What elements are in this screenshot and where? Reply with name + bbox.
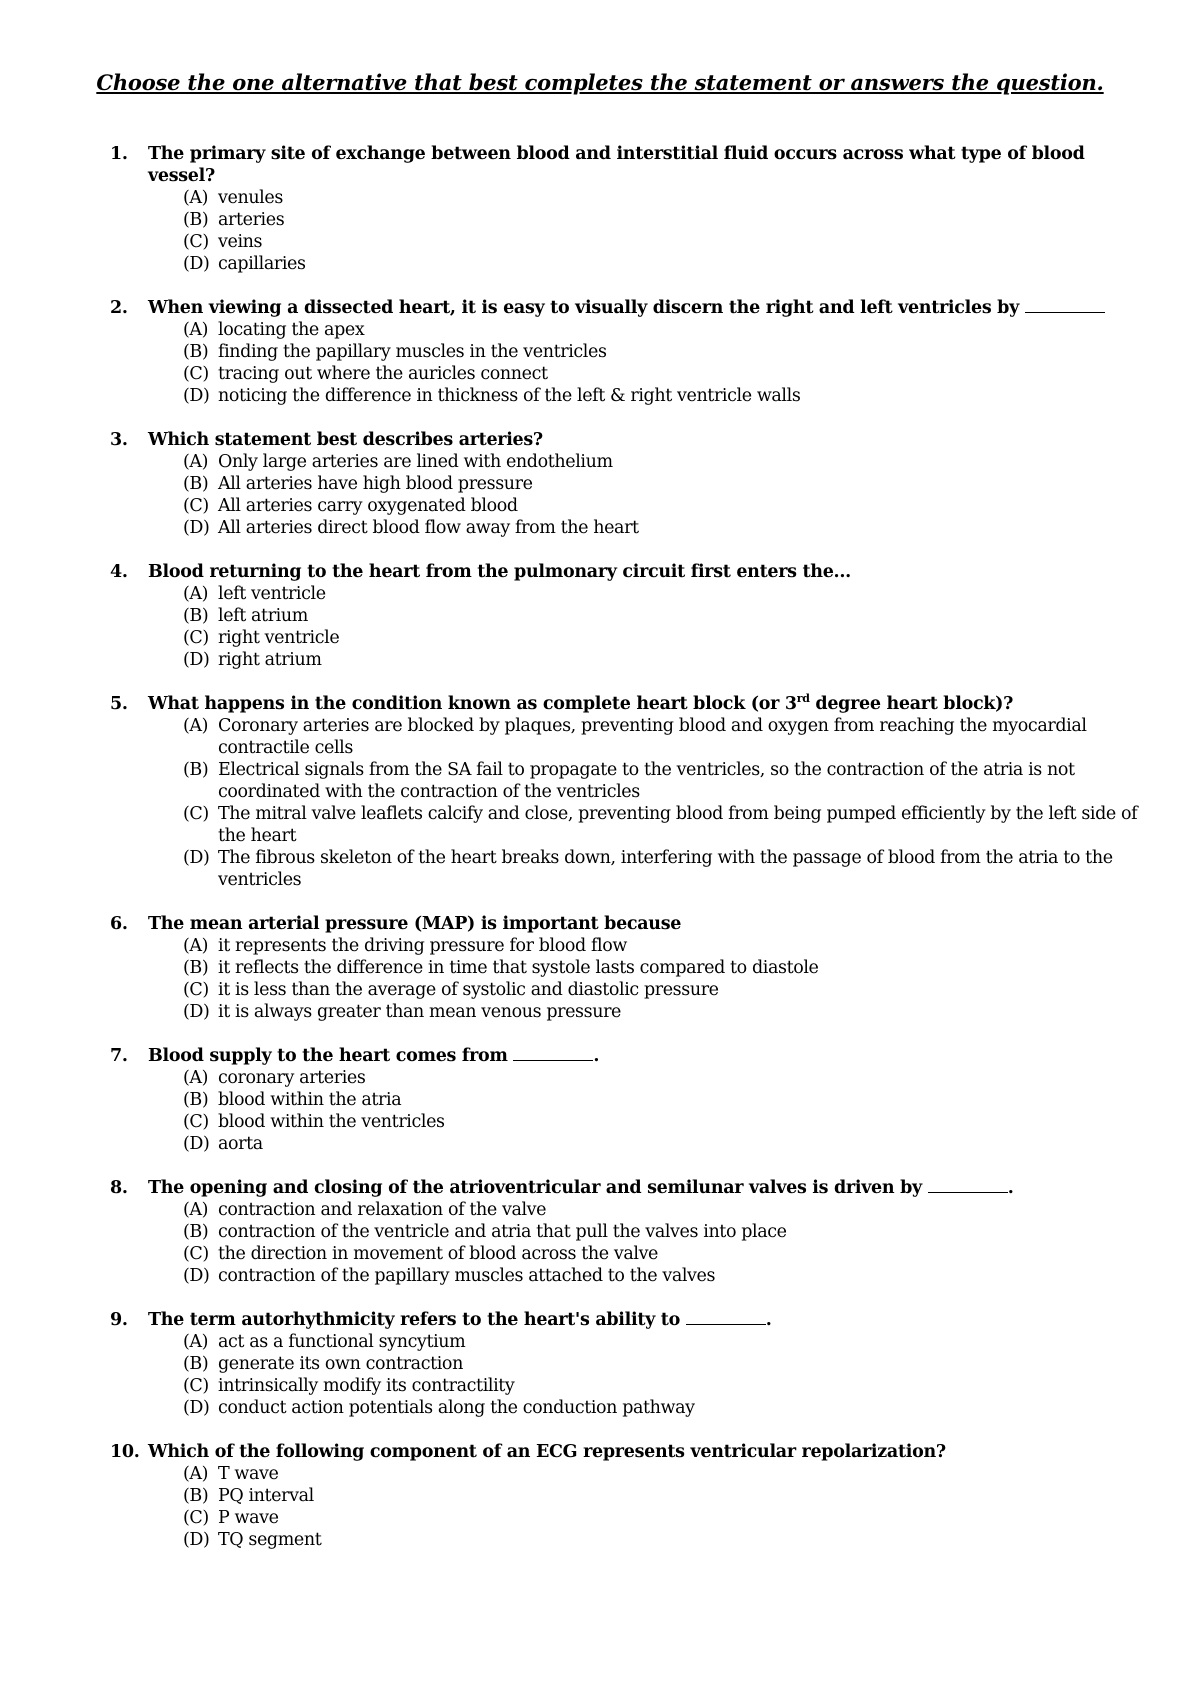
- option-c: [183, 1243, 1140, 1265]
- page-title: Choose the one alternative that best completes the statement or answers the question.: [96, 70, 1104, 95]
- option-text: locating the apex: [218, 320, 365, 340]
- option-list: [183, 1067, 1140, 1155]
- question-text: When viewing a dissected heart, it is easy to visually discern the right and left ventricles by: [148, 298, 1019, 318]
- option-label: (D): [183, 254, 210, 274]
- question-10: [110, 1441, 1140, 1551]
- option-list: [183, 1331, 1140, 1419]
- answer-blank: [1025, 298, 1105, 313]
- option-c: [183, 231, 1140, 253]
- option-label: (B): [183, 1090, 209, 1110]
- ordinal-superscript: rd: [796, 692, 810, 706]
- question-number: 4.: [110, 562, 128, 582]
- question-number: 1.: [110, 144, 128, 164]
- option-d: [183, 1529, 1140, 1551]
- option-text: left atrium: [218, 606, 308, 626]
- option-b: [183, 341, 1140, 363]
- option-label: (A): [183, 1068, 209, 1088]
- option-list: [183, 1463, 1140, 1551]
- question-5: [110, 693, 1140, 891]
- question-4: [110, 561, 1140, 671]
- option-a: [183, 451, 1140, 473]
- option-text: Electrical signals from the SA fail to propagate to the ventricles, so the contraction of the atria is not coordinated with the contraction of the ventricles: [218, 760, 1075, 802]
- option-label: (A): [183, 716, 209, 736]
- option-list: [183, 935, 1140, 1023]
- option-text: it is always greater than mean venous pressure: [218, 1002, 622, 1022]
- option-text: capillaries: [218, 254, 306, 274]
- option-text: it represents the driving pressure for blood flow: [218, 936, 627, 956]
- question-text: The primary site of exchange between blood and interstitial fluid occurs across what type of blood vessel?: [148, 144, 1085, 186]
- option-label: (C): [183, 496, 209, 516]
- question-stem: [110, 913, 1140, 935]
- option-label: (B): [183, 1354, 209, 1374]
- option-label: (B): [183, 1486, 209, 1506]
- option-text: coronary arteries: [218, 1068, 366, 1088]
- question-9: [110, 1309, 1140, 1419]
- option-text: PQ interval: [218, 1486, 314, 1506]
- option-b: [183, 473, 1140, 495]
- option-list: [183, 319, 1140, 407]
- question-number: 10.: [110, 1442, 140, 1462]
- option-label: (A): [183, 452, 209, 472]
- option-text: aorta: [218, 1134, 263, 1154]
- option-b: [183, 759, 1140, 803]
- option-c: [183, 1111, 1140, 1133]
- option-label: (A): [183, 1464, 209, 1484]
- option-a: [183, 935, 1140, 957]
- option-a: [183, 715, 1140, 759]
- option-text: act as a functional syncytium: [218, 1332, 466, 1352]
- question-text-wrap: Blood supply to the heart comes from .: [148, 1046, 600, 1066]
- option-text: contraction and relaxation of the valve: [218, 1200, 547, 1220]
- option-a: [183, 1463, 1140, 1485]
- option-label: (D): [183, 1002, 210, 1022]
- option-text: Only large arteries are lined with endothelium: [218, 452, 613, 472]
- option-text: right atrium: [218, 650, 322, 670]
- option-text: arteries: [218, 210, 285, 230]
- question-1: [110, 143, 1140, 275]
- question-list: [110, 143, 1140, 1573]
- option-a: [183, 1331, 1140, 1353]
- option-c: [183, 627, 1140, 649]
- option-b: [183, 957, 1140, 979]
- option-d: [183, 1397, 1140, 1419]
- option-text: The fibrous skeleton of the heart breaks down, interfering with the passage of blood from the atria to the ventricles: [218, 848, 1113, 890]
- option-text: Coronary arteries are blocked by plaques, preventing blood and oxygen from reaching the myocardial contractile cells: [218, 716, 1087, 758]
- option-label: (A): [183, 1332, 209, 1352]
- option-text: contraction of the ventricle and atria that pull the valves into place: [218, 1222, 787, 1242]
- question-stem: [110, 1309, 1140, 1331]
- option-text: All arteries direct blood flow away from the heart: [218, 518, 639, 538]
- option-text: All arteries have high blood pressure: [218, 474, 533, 494]
- question-text-wrap: [148, 693, 1140, 715]
- option-text: blood within the ventricles: [218, 1112, 445, 1132]
- option-b: [183, 1221, 1140, 1243]
- answer-blank: [513, 1046, 593, 1061]
- question-8: [110, 1177, 1140, 1287]
- option-text: TQ segment: [218, 1530, 322, 1550]
- option-c: [183, 979, 1140, 1001]
- option-label: (B): [183, 342, 209, 362]
- option-label: (B): [183, 474, 209, 494]
- option-list: [183, 187, 1140, 275]
- option-c: [183, 1507, 1140, 1529]
- question-number: 3.: [110, 430, 128, 450]
- option-label: (C): [183, 1244, 209, 1264]
- option-c: [183, 803, 1140, 847]
- option-text: All arteries carry oxygenated blood: [218, 496, 518, 516]
- option-a: [183, 1199, 1140, 1221]
- option-label: (B): [183, 606, 209, 626]
- option-b: [183, 1089, 1140, 1111]
- question-text-wrap: The term autorhythmicity refers to the heart's ability to .: [148, 1310, 772, 1330]
- question-number: 9.: [110, 1310, 128, 1330]
- question-text: What happens in the condition known as complete heart block (or 3: [148, 694, 797, 714]
- option-label: (D): [183, 650, 210, 670]
- option-d: [183, 1001, 1140, 1023]
- option-label: (B): [183, 958, 209, 978]
- option-label: (A): [183, 188, 209, 208]
- question-number: 5.: [110, 694, 128, 714]
- option-text: P wave: [218, 1508, 279, 1528]
- option-text: blood within the atria: [218, 1090, 402, 1110]
- question-stem: [110, 693, 1140, 715]
- option-text: generate its own contraction: [218, 1354, 463, 1374]
- option-text: conduct action potentials along the conduction pathway: [218, 1398, 695, 1418]
- option-text: contraction of the papillary muscles attached to the valves: [218, 1266, 716, 1286]
- option-text: veins: [218, 232, 263, 252]
- option-a: [183, 319, 1140, 341]
- question-number: 8.: [110, 1178, 128, 1198]
- option-c: [183, 495, 1140, 517]
- option-d: [183, 847, 1140, 891]
- option-b: [183, 209, 1140, 231]
- question-stem: [110, 1177, 1140, 1199]
- option-d: [183, 1133, 1140, 1155]
- question-stem: [110, 1045, 1140, 1067]
- option-label: (C): [183, 628, 209, 648]
- question-stem: [110, 297, 1140, 319]
- option-label: (C): [183, 804, 209, 824]
- option-b: [183, 1353, 1140, 1375]
- option-d: [183, 1265, 1140, 1287]
- option-label: (B): [183, 210, 209, 230]
- option-text: it reflects the difference in time that systole lasts compared to diastole: [218, 958, 819, 978]
- question-number: 2.: [110, 298, 128, 318]
- option-text: T wave: [218, 1464, 279, 1484]
- option-label: (A): [183, 1200, 209, 1220]
- question-text: Blood returning to the heart from the pulmonary circuit first enters the...: [148, 562, 851, 582]
- option-text: right ventricle: [218, 628, 340, 648]
- question-7: [110, 1045, 1140, 1155]
- option-label: (A): [183, 584, 209, 604]
- option-label: (C): [183, 232, 209, 252]
- option-c: [183, 363, 1140, 385]
- option-label: (A): [183, 320, 209, 340]
- option-list: [183, 1199, 1140, 1287]
- option-a: [183, 583, 1140, 605]
- option-label: (A): [183, 936, 209, 956]
- option-label: (D): [183, 1266, 210, 1286]
- question-stem: [110, 1441, 1140, 1463]
- option-text: tracing out where the auricles connect: [218, 364, 548, 384]
- question-stem: [110, 561, 1140, 583]
- answer-blank: [928, 1178, 1008, 1193]
- option-text: it is less than the average of systolic and diastolic pressure: [218, 980, 719, 1000]
- option-label: (D): [183, 518, 210, 538]
- option-text: finding the papillary muscles in the ventricles: [218, 342, 607, 362]
- question-number: 6.: [110, 914, 128, 934]
- option-d: [183, 649, 1140, 671]
- question-text-wrap: The opening and closing of the atrioventricular and semilunar valves is driven by .: [148, 1178, 1014, 1198]
- question-text: The mean arterial pressure (MAP) is important because: [148, 914, 682, 934]
- option-a: [183, 187, 1140, 209]
- question-text: Which of the following component of an ECG represents ventricular repolarization?: [148, 1442, 946, 1462]
- question-6: [110, 913, 1140, 1023]
- option-label: (C): [183, 364, 209, 384]
- option-label: (D): [183, 1134, 210, 1154]
- option-label: (C): [183, 1112, 209, 1132]
- option-text: left ventricle: [218, 584, 326, 604]
- option-c: [183, 1375, 1140, 1397]
- option-text: noticing the difference in thickness of the left & right ventricle walls: [218, 386, 801, 406]
- option-label: (C): [183, 1376, 209, 1396]
- option-label: (C): [183, 1508, 209, 1528]
- option-list: [183, 715, 1140, 891]
- question-3: [110, 429, 1140, 539]
- option-text: venules: [218, 188, 283, 208]
- option-label: (D): [183, 386, 210, 406]
- question-text: Blood supply to the heart comes from: [148, 1046, 508, 1066]
- option-d: [183, 385, 1140, 407]
- option-label: (B): [183, 760, 209, 780]
- option-label: (B): [183, 1222, 209, 1242]
- option-label: (C): [183, 980, 209, 1000]
- option-a: [183, 1067, 1140, 1089]
- answer-blank: [686, 1310, 766, 1325]
- option-label: (D): [183, 1530, 210, 1550]
- option-b: [183, 605, 1140, 627]
- question-number: 7.: [110, 1046, 128, 1066]
- option-label: (D): [183, 848, 210, 868]
- question-text: The term autorhythmicity refers to the heart's ability to: [148, 1310, 680, 1330]
- option-list: [183, 583, 1140, 671]
- option-list: [183, 451, 1140, 539]
- option-text: The mitral valve leaflets calcify and close, preventing blood from being pumped efficiently by the left side of the heart: [218, 804, 1138, 846]
- question-text-wrap: [148, 297, 1140, 319]
- option-text: intrinsically modify its contractility: [218, 1376, 515, 1396]
- option-b: [183, 1485, 1140, 1507]
- question-text: The opening and closing of the atrioventricular and semilunar valves is driven by: [148, 1178, 922, 1198]
- option-d: [183, 253, 1140, 275]
- option-text: the direction in movement of blood across the valve: [218, 1244, 659, 1264]
- question-2: [110, 297, 1140, 407]
- question-text-tail: degree heart block)?: [809, 694, 1014, 714]
- question-stem: [110, 143, 1140, 187]
- option-d: [183, 517, 1140, 539]
- option-label: (D): [183, 1398, 210, 1418]
- question-stem: [110, 429, 1140, 451]
- question-text: Which statement best describes arteries?: [148, 430, 543, 450]
